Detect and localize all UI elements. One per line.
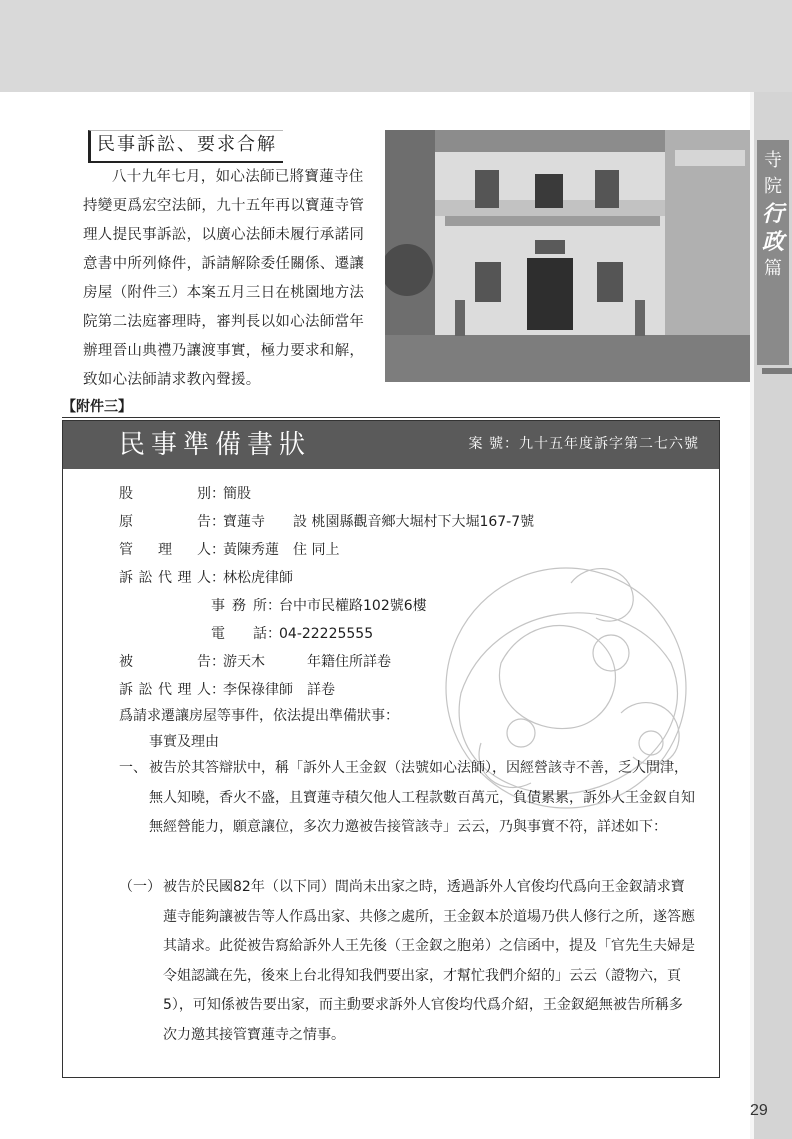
page-number: 29 xyxy=(750,1102,768,1119)
document-title: 民事準備書狀 xyxy=(119,430,312,460)
field-row: 訴訟代理人：李保祿律師 詳卷 xyxy=(119,679,335,701)
tab-char: 行 xyxy=(761,201,784,227)
field-value: 李保祿律師 詳卷 xyxy=(223,682,335,698)
field-value: 黃陳秀蓮 住 同上 xyxy=(223,542,340,558)
tab-char: 院 xyxy=(764,176,782,197)
tab-char: 寺 xyxy=(764,150,782,171)
item-marker: 一、 xyxy=(119,760,147,776)
field-row: 管理人：黃陳秀蓮 住 同上 xyxy=(119,539,339,561)
attachment-label: 【附件三】 xyxy=(62,399,132,415)
purpose-line: 爲請求遷讓房屋等事件，依法提出準備狀事： xyxy=(119,708,399,724)
field-value: 林松虎律師 xyxy=(223,570,293,586)
case-number: 案 號：九十五年度訴字第二七六號 xyxy=(468,436,699,452)
temple-building-icon xyxy=(385,130,750,382)
intro-text xyxy=(83,163,373,395)
tab-char: 政 xyxy=(761,229,784,255)
field-value: 游天木 年籍住所詳卷 xyxy=(223,654,391,670)
chapter-tab xyxy=(757,140,789,365)
sub-item-marker: （一） xyxy=(119,879,161,895)
field-value: 04-22225555 xyxy=(279,626,374,642)
field-row: 原告：寶蓮寺 設 桃園縣觀音鄉大堀村下大堀167-7號 xyxy=(119,511,534,533)
field-row: 電話：04-22225555 xyxy=(211,623,373,645)
field-label: 原告 xyxy=(119,514,211,530)
field-row: 被告：游天木 年籍住所詳卷 xyxy=(119,651,391,673)
field-label: 事務所 xyxy=(211,598,267,614)
field-label: 股別 xyxy=(119,486,211,502)
field-label: 管理人 xyxy=(119,542,211,558)
section-title: 民事訴訟、要求合解 xyxy=(88,130,283,163)
facts-heading: 事實及理由 xyxy=(149,734,219,750)
tab-char: 篇 xyxy=(764,258,782,279)
temple-photo xyxy=(385,130,750,382)
court-document-box xyxy=(62,420,720,1078)
field-value: 台中市民權路102號6樓 xyxy=(279,598,427,614)
field-row: 訴訟代理人：林松虎律師 xyxy=(119,567,293,589)
top-margin-band xyxy=(0,0,792,92)
field-row: 股別：簡股 xyxy=(119,483,251,505)
tab-underline xyxy=(762,368,792,374)
paragraph-two: 被告於民國82年（以下同）間尚未出家之時，透過訴外人官俊均代爲向王金釵請求寶蓮寺能夠讓被告等人作爲出家、共修之處所，王金釵本於道場乃供人修行之所，遂答應其請求。此從被告寫給訴外人王先後（王金釵之胞弟）之信函中，提及「官先生夫婦是令姐認識在先，後來上台北得知我們要出家，才幫忙我們介紹的」云云（證物六，頁5），可知係被告要出家，而主動要求訴外人官俊均代爲介紹，王金釵絕無被告所稱多次力邀其接管寶蓮寺之情事。 xyxy=(163,879,695,1043)
field-value: 寶蓮寺 設 桃園縣觀音鄉大堀村下大堀167-7號 xyxy=(223,514,535,530)
field-label: 訴訟代理人 xyxy=(119,570,211,586)
field-value: 簡股 xyxy=(223,486,251,502)
intro-paragraph: 八十九年七月，如心法師已將寶蓮寺住持變更爲宏空法師，九十五年再以寶蓮寺管理人提民事訴訟，以廣心法師未履行承諾同意書中所列條件，訴請解除委任關係、遷讓房屋（附件三）本案五月三日在桃園地方法院第二法庭審理時，審判長以如心法師當年辦理晉山典禮乃讓渡事實，極力要求和解，致如心法師請求教內聲援。 xyxy=(83,169,365,388)
document-header xyxy=(63,421,719,469)
field-label: 被告 xyxy=(119,654,211,670)
field-label: 訴訟代理人 xyxy=(119,682,211,698)
field-label: 電話 xyxy=(211,626,267,642)
field-row: 事務所：台中市民權路102號6樓 xyxy=(211,595,427,617)
attachment-rule xyxy=(62,417,720,418)
paragraph-one: 被告於其答辯狀中，稱「訴外人王金釵（法號如心法師），因經營該寺不善，乏人問津，無人知曉，香火不盛，且寶蓮寺積欠他人工程款數百萬元，負債累累，訴外人王金釵自知無經營能力，願意讓位，多次力邀被告接管該寺」云云，乃與事實不符，詳述如下： xyxy=(149,760,695,835)
